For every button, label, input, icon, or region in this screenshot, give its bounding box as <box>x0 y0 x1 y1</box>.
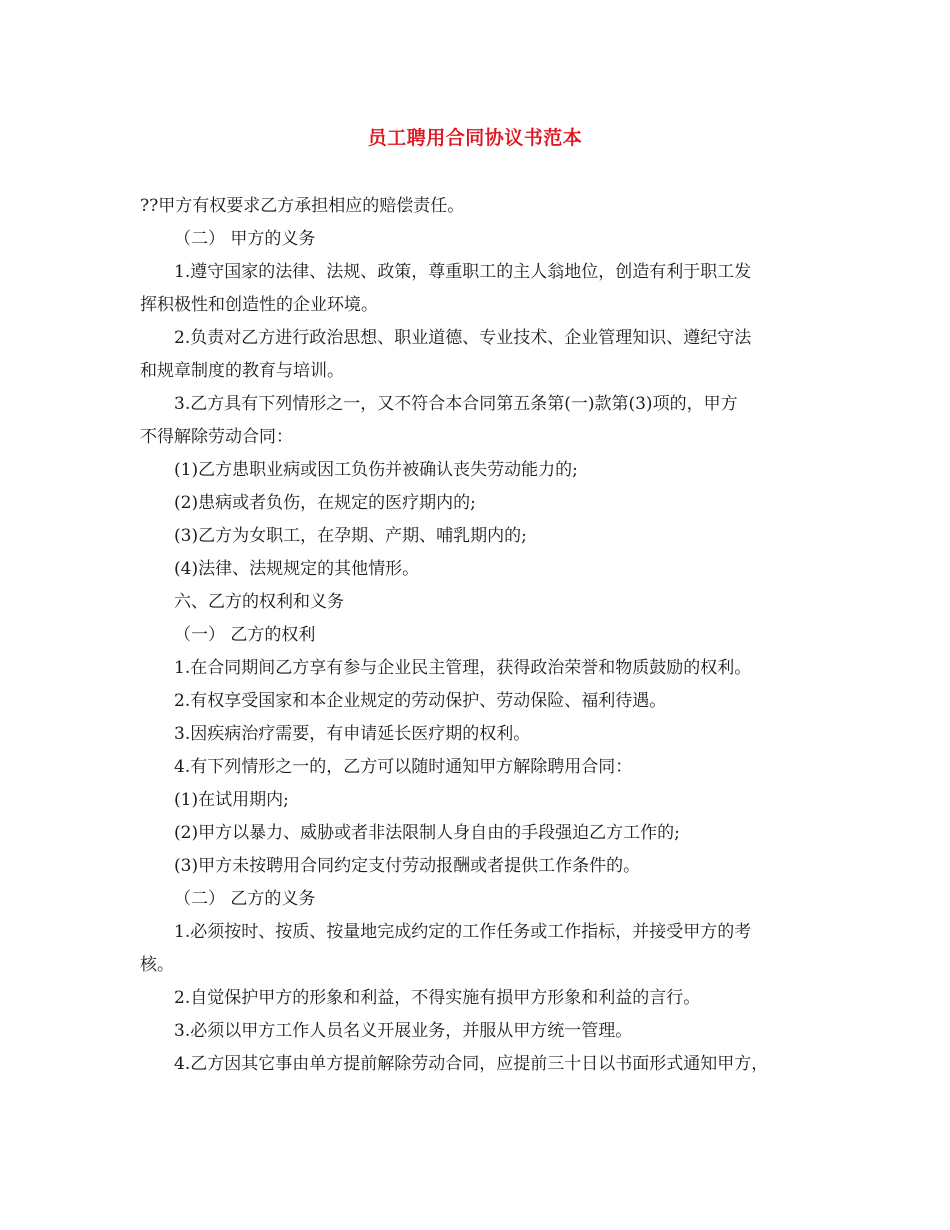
section-heading: 六、乙方的权利和义务 <box>174 592 344 612</box>
paragraph-line: 4.有下列情形之一的，乙方可以随时通知甲方解除聘用合同： <box>174 757 633 777</box>
paragraph-line: 3.因疾病治疗需要，有申请延长医疗期的权利。 <box>174 724 531 744</box>
document-body <box>140 190 820 1081</box>
paragraph-line: 2.自觉保护甲方的形象和利益，不得实施有损甲方形象和利益的言行。 <box>174 988 701 1008</box>
paragraph-line: 1.遵守国家的法律、法规、政策，尊重职工的主人翁地位，创造有利于职工发 <box>174 262 752 282</box>
paragraph-line: 不得解除劳动合同： <box>140 427 293 447</box>
section-heading: （二） 乙方的义务 <box>174 889 316 909</box>
paragraph-line: 2.负责对乙方进行政治思想、职业道德、专业技术、企业管理知识、遵纪守法 <box>174 328 752 348</box>
paragraph-line: 4.乙方因其它事由单方提前解除劳动合同，应提前三十日以书面形式通知甲方， <box>174 1054 769 1074</box>
paragraph-line: 挥积极性和创造性的企业环境。 <box>140 295 378 315</box>
list-item: (2)患病或者负伤，在规定的医疗期内的; <box>174 493 476 513</box>
paragraph-line: ??甲方有权要求乙方承担相应的赔偿责任。 <box>140 196 465 216</box>
document-title: 员工聘用合同协议书范本 <box>367 127 583 149</box>
list-item: (1)乙方患职业病或因工负伤并被确认丧失劳动能力的; <box>174 460 578 480</box>
paragraph-line: 核。 <box>140 955 174 975</box>
paragraph-line: 3.乙方具有下列情形之一，又不符合本合同第五条第(一)款第(3)项的，甲方 <box>174 394 738 414</box>
list-item: (3)乙方为女职工，在孕期、产期、哺乳期内的; <box>174 526 527 546</box>
section-heading: （二） 甲方的义务 <box>174 229 316 249</box>
section-heading: （一） 乙方的权利 <box>174 625 316 645</box>
list-item: (2)甲方以暴力、威胁或者非法限制人身自由的手段强迫乙方工作的; <box>174 823 680 843</box>
paragraph-line: 1.必须按时、按质、按量地完成约定的工作任务或工作指标，并接受甲方的考 <box>174 922 752 942</box>
paragraph-line: 3.必须以甲方工作人员名义开展业务，并服从甲方统一管理。 <box>174 1021 633 1041</box>
list-item: (1)在试用期内; <box>174 790 289 810</box>
list-item: (4)法律、法规规定的其他情形。 <box>174 559 420 579</box>
paragraph-line: 2.有权享受国家和本企业规定的劳动保护、劳动保险、福利待遇。 <box>174 691 667 711</box>
paragraph-line: 和规章制度的教育与培训。 <box>140 361 344 381</box>
paragraph-line: 1.在合同期间乙方享有参与企业民主管理，获得政治荣誉和物质鼓励的权利。 <box>174 658 752 678</box>
list-item: (3)甲方未按聘用合同约定支付劳动报酬或者提供工作条件的。 <box>174 856 641 876</box>
